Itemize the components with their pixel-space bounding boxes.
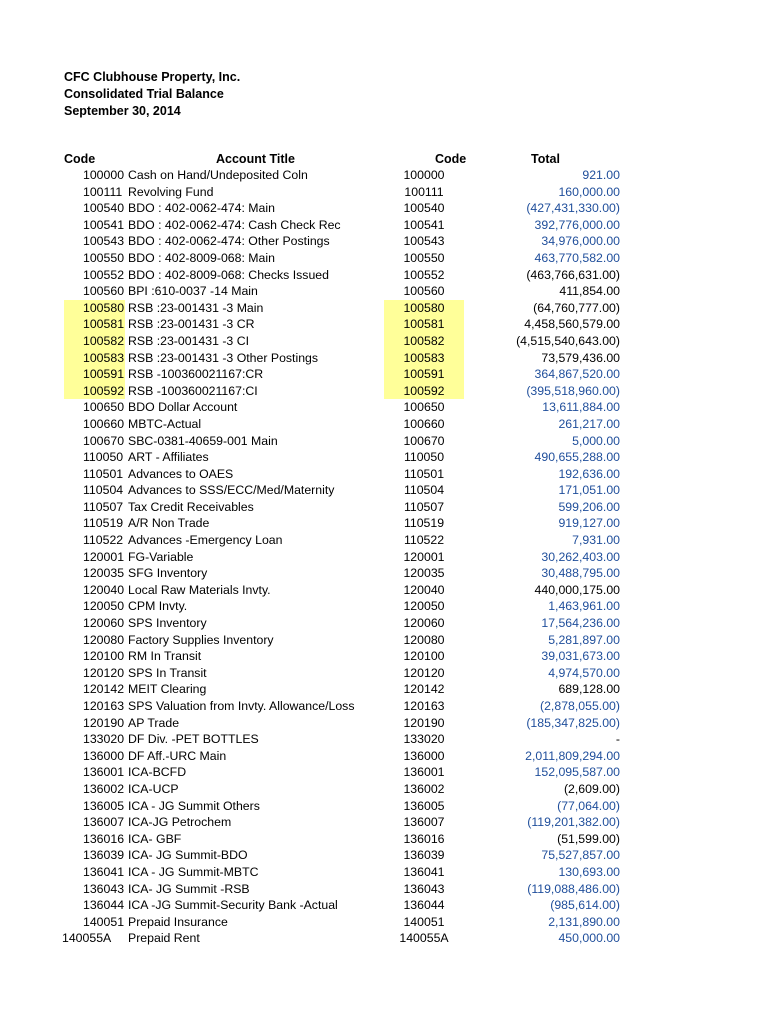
- account-total: 450,000.00: [558, 931, 620, 946]
- account-code-2: 100591: [403, 367, 445, 382]
- account-code-2: 120163: [403, 699, 445, 713]
- account-title: SFG Inventory: [128, 566, 208, 581]
- table-row: [0, 466, 768, 483]
- account-total: 5,000.00: [572, 433, 620, 448]
- account-title: RSB :23-001431 -3 Main: [128, 300, 264, 315]
- account-title: RSB :23-001431 -3 Other Postings: [128, 350, 319, 365]
- column-header-account-title: Account Title: [216, 152, 295, 166]
- account-code: 136002: [83, 781, 125, 796]
- account-code: 136043: [83, 881, 125, 896]
- account-title: ICA- JG Summit-BDO: [128, 848, 248, 863]
- account-code-2: 110050: [403, 450, 445, 465]
- account-code-2: 120142: [403, 682, 445, 697]
- account-total: 73,579,436.00: [541, 350, 620, 365]
- account-total: (185,347,825.00): [526, 715, 620, 730]
- table-row: [0, 300, 768, 317]
- table-row: [0, 831, 768, 848]
- account-total: 2,011,809,294.00: [525, 748, 620, 763]
- table-row: [0, 532, 768, 549]
- account-code-2: 136041: [403, 864, 445, 879]
- account-code-2: 100592: [403, 383, 445, 398]
- account-code-2: 136043: [403, 881, 445, 896]
- account-code-2: 136002: [403, 781, 445, 796]
- account-title: BDO Dollar Account: [128, 400, 238, 415]
- account-title: SPS In Transit: [128, 665, 207, 680]
- column-header-total: Total: [531, 152, 560, 166]
- account-title: A/R Non Trade: [128, 516, 210, 531]
- account-title: ICA -JG Summit-Security Bank -Actual: [128, 898, 338, 913]
- table-row: [0, 715, 768, 732]
- account-title: AP Trade: [128, 715, 180, 730]
- account-total: 4,458,560,579.00: [524, 317, 620, 332]
- account-code: 100592: [83, 383, 125, 398]
- account-total: (2,878,055.00): [540, 699, 620, 713]
- account-total: 4,974,570.00: [548, 665, 620, 680]
- account-code: 120050: [83, 599, 125, 614]
- account-code-2: 120035: [403, 566, 445, 581]
- trial-balance-table: [0, 167, 768, 947]
- account-title: DF Aff.-URC Main: [128, 748, 227, 763]
- account-code: 136039: [83, 848, 125, 863]
- table-row: [0, 748, 768, 765]
- account-total: 30,488,795.00: [541, 566, 620, 581]
- account-code: 100111: [83, 184, 123, 199]
- table-row: [0, 847, 768, 864]
- account-title: ICA- JG Summit -RSB: [128, 881, 250, 896]
- table-row: [0, 598, 768, 615]
- table-row: [0, 383, 768, 400]
- table-row: [0, 814, 768, 831]
- account-code: 110050: [83, 450, 124, 465]
- account-title: Cash on Hand/Undeposited Coln: [128, 168, 308, 182]
- column-header-code: Code: [64, 152, 96, 166]
- table-row: [0, 615, 768, 632]
- account-total: (427,431,330.00): [526, 201, 620, 216]
- account-total: 17,564,236.00: [541, 616, 620, 631]
- account-title: RSB -100360021167:CI: [128, 383, 258, 398]
- account-code-2: 100660: [403, 416, 445, 431]
- account-code: 136041: [83, 864, 125, 879]
- table-row: [0, 914, 768, 931]
- account-total: 30,262,403.00: [541, 549, 620, 564]
- table-row: [0, 283, 768, 300]
- account-code: 100560: [83, 284, 125, 299]
- account-code: 136007: [83, 815, 125, 830]
- account-code: 136001: [83, 765, 125, 780]
- table-row: [0, 267, 768, 284]
- account-title: ART - Affiliates: [128, 450, 209, 465]
- account-total: 39,031,673.00: [541, 649, 620, 664]
- account-total: 463,770,582.00: [534, 250, 620, 265]
- account-code: 110504: [83, 483, 124, 498]
- account-code-2: 136039: [403, 848, 445, 863]
- account-title: FG-Variable: [128, 549, 194, 564]
- account-title: SPS Inventory: [128, 616, 207, 631]
- account-title: DF Div. -PET BOTTLES: [128, 732, 259, 747]
- table-row: [0, 632, 768, 649]
- account-total: 5,281,897.00: [548, 632, 620, 647]
- account-total: 921.00: [582, 168, 620, 182]
- account-title: Revolving Fund: [128, 184, 214, 199]
- account-title: Advances to OAES: [128, 466, 234, 481]
- account-code: 100591: [83, 367, 125, 382]
- account-title: ICA - JG Summit-MBTC: [128, 864, 259, 879]
- table-row: [0, 665, 768, 682]
- account-total: (395,518,960.00): [526, 383, 620, 398]
- table-row: [0, 217, 768, 234]
- table-row: [0, 549, 768, 566]
- account-code-2: 136001: [403, 765, 445, 780]
- account-total: 75,527,857.00: [541, 848, 620, 863]
- table-row: [0, 233, 768, 250]
- account-total: 2,131,890.00: [548, 914, 620, 929]
- table-row: [0, 399, 768, 416]
- table-row: [0, 698, 768, 715]
- account-title: RSB :23-001431 -3 CR: [128, 317, 255, 332]
- account-code-2: 120190: [403, 715, 445, 730]
- table-row: [0, 648, 768, 665]
- account-total: 1,463,961.00: [548, 599, 620, 614]
- account-code: 100580: [83, 300, 125, 315]
- account-code-2: 110501: [403, 466, 445, 481]
- account-code-2: 100582: [403, 333, 445, 348]
- table-row: [0, 482, 768, 499]
- account-code: 100552: [83, 267, 125, 282]
- account-code: 136000: [83, 748, 125, 763]
- account-code: 120040: [83, 582, 125, 597]
- account-total: 689,128.00: [558, 682, 620, 697]
- account-code: 100670: [83, 433, 125, 448]
- table-row: [0, 184, 768, 201]
- table-row: [0, 350, 768, 367]
- account-code: 100582: [83, 333, 125, 348]
- account-code-2: 100560: [403, 284, 445, 299]
- account-code-2: 100650: [403, 400, 445, 415]
- account-total: 411,854.00: [559, 284, 620, 299]
- account-title: CPM Invty.: [128, 599, 188, 614]
- account-code: 120035: [83, 566, 125, 581]
- account-total: -: [615, 732, 620, 747]
- company-name: CFC Clubhouse Property, Inc.: [64, 70, 241, 84]
- account-total: 392,776,000.00: [534, 217, 620, 232]
- account-title: RSB -100360021167:CR: [128, 367, 264, 382]
- report-title: Consolidated Trial Balance: [64, 87, 224, 101]
- account-total: (77,064.00): [557, 798, 620, 813]
- table-row: [0, 881, 768, 898]
- account-code: 120120: [83, 665, 125, 680]
- account-title: Prepaid Insurance: [128, 914, 228, 929]
- account-total: 192,636.00: [558, 466, 620, 481]
- account-title: BDO : 402-0062-474: Main: [128, 201, 275, 216]
- account-title: ICA - JG Summit Others: [128, 798, 260, 813]
- table-row: [0, 565, 768, 582]
- account-total: (985,614.00): [550, 898, 620, 913]
- account-title: MBTC-Actual: [128, 416, 202, 431]
- account-code: 120001: [83, 549, 125, 564]
- account-title: BDO : 402-8009-068: Main: [128, 250, 275, 265]
- account-code: 136016: [83, 831, 125, 846]
- account-title: Factory Supplies Inventory: [128, 632, 274, 647]
- account-title: SBC-0381-40659-001 Main: [128, 433, 278, 448]
- account-total: 130,693.00: [558, 864, 620, 879]
- account-code: 100543: [83, 234, 125, 249]
- account-title: RSB :23-001431 -3 CI: [128, 333, 249, 348]
- table-row: [0, 499, 768, 516]
- table-row: [0, 366, 768, 383]
- account-code-2: 140051: [403, 914, 445, 929]
- account-code: 100540: [83, 201, 125, 216]
- table-row: [0, 582, 768, 599]
- account-code: 120060: [83, 616, 125, 631]
- account-title: Local Raw Materials Invty.: [128, 582, 271, 597]
- account-code-2: 100670: [403, 433, 445, 448]
- table-row: [0, 316, 768, 333]
- account-code: 100660: [83, 416, 125, 431]
- account-code: 100583: [83, 350, 125, 365]
- account-code: 100581: [83, 317, 125, 332]
- account-code-2: 110522: [403, 533, 445, 548]
- account-code-2: 136007: [403, 815, 445, 830]
- account-title: BPI :610-0037 -14 Main: [128, 284, 258, 299]
- account-code: 140055A: [62, 931, 112, 946]
- account-code: 120142: [83, 682, 125, 697]
- account-code: 110501: [83, 466, 124, 481]
- account-code-2: 136016: [403, 831, 445, 846]
- account-total: 599,206.00: [558, 499, 620, 514]
- table-row: [0, 781, 768, 798]
- account-code-2: 136005: [403, 798, 445, 813]
- account-code: 120163: [83, 699, 125, 713]
- account-code: 100650: [83, 400, 125, 415]
- table-row: [0, 731, 768, 748]
- account-code: 136005: [83, 798, 125, 813]
- account-title: ICA-UCP: [128, 781, 179, 796]
- account-total: 440,000,175.00: [534, 582, 620, 597]
- account-code: 100550: [83, 250, 125, 265]
- account-code-2: 100583: [403, 350, 445, 365]
- table-row: [0, 416, 768, 433]
- account-code: 120100: [83, 649, 125, 664]
- account-code-2: 140055A: [399, 931, 449, 946]
- table-row: [0, 681, 768, 698]
- table-row: [0, 864, 768, 881]
- account-total: (2,609.00): [563, 781, 620, 796]
- table-row: [0, 433, 768, 450]
- account-code-2: 100552: [403, 267, 445, 282]
- account-code-2: 120120: [403, 665, 445, 680]
- account-code-2: 100581: [403, 317, 445, 332]
- report-header: [64, 69, 240, 120]
- table-row: [0, 449, 768, 466]
- account-code: 110507: [83, 499, 124, 514]
- account-total: 364,867,520.00: [534, 367, 620, 382]
- account-code: 136044: [83, 898, 125, 913]
- account-title: RM In Transit: [128, 649, 202, 664]
- account-title: Advances -Emergency Loan: [128, 533, 283, 548]
- account-code-2: 120100: [403, 649, 445, 664]
- account-code-2: 100000: [403, 168, 445, 182]
- account-title: Advances to SSS/ECC/Med/Maternity: [128, 483, 335, 498]
- account-code-2: 100111: [404, 184, 444, 199]
- account-total: 261,217.00: [558, 416, 620, 431]
- report-date: September 30, 2014: [64, 104, 181, 118]
- account-code-2: 110504: [403, 483, 445, 498]
- account-code: 110522: [83, 533, 124, 548]
- account-code-2: 120001: [403, 549, 445, 564]
- table-row: [0, 515, 768, 532]
- account-code: 100541: [83, 217, 125, 232]
- account-title: ICA-BCFD: [128, 765, 187, 780]
- account-total: 13,611,884.00: [542, 400, 620, 415]
- account-code: 133020: [83, 732, 125, 747]
- account-total: (51,599.00): [557, 831, 620, 846]
- account-code-2: 100540: [403, 201, 445, 216]
- column-header-code-2: Code: [435, 152, 467, 166]
- account-title: Prepaid Rent: [128, 931, 200, 946]
- account-code: 100000: [83, 168, 125, 182]
- account-total: (119,201,382.00): [527, 815, 620, 830]
- account-total: 490,655,288.00: [534, 450, 620, 465]
- account-code-2: 120060: [403, 616, 445, 631]
- table-row: [0, 930, 768, 947]
- account-total: 34,976,000.00: [541, 234, 620, 249]
- account-code-2: 110519: [403, 516, 445, 531]
- account-total: (119,088,486.00): [527, 881, 620, 896]
- account-title: ICA- GBF: [128, 831, 182, 846]
- account-total: 171,051.00: [558, 483, 620, 498]
- account-total: (463,766,631.00): [526, 267, 620, 282]
- table-row: [0, 798, 768, 815]
- account-code-2: 120040: [403, 582, 445, 597]
- account-title: SPS Valuation from Invty. Allowance/Loss: [128, 699, 355, 713]
- account-code-2: 110507: [403, 499, 445, 514]
- account-code-2: 136000: [403, 748, 445, 763]
- account-code: 120080: [83, 632, 125, 647]
- account-code-2: 133020: [403, 732, 445, 747]
- table-row: [0, 250, 768, 267]
- account-total: 919,127.00: [558, 516, 620, 531]
- account-title: ICA-JG Petrochem: [128, 815, 232, 830]
- account-total: 7,931.00: [572, 533, 620, 548]
- table-row: [0, 200, 768, 217]
- account-total: 160,000.00: [558, 184, 620, 199]
- account-total: (64,760,777.00): [533, 300, 620, 315]
- account-total: 152,095,587.00: [534, 765, 620, 780]
- table-row: [0, 764, 768, 781]
- account-title: BDO : 402-8009-068: Checks Issued: [128, 267, 329, 282]
- account-code-2: 120080: [403, 632, 445, 647]
- account-code: 120190: [83, 715, 125, 730]
- account-code: 110519: [83, 516, 124, 531]
- table-row: [0, 167, 768, 184]
- account-code-2: 136044: [403, 898, 445, 913]
- account-total: (4,515,540,643.00): [516, 333, 620, 348]
- account-code-2: 100541: [403, 217, 445, 232]
- account-code: 140051: [83, 914, 125, 929]
- account-code-2: 100550: [403, 250, 445, 265]
- account-code-2: 120050: [403, 599, 445, 614]
- account-code-2: 100543: [403, 234, 445, 249]
- account-title: BDO : 402-0062-474: Cash Check Rec: [128, 217, 341, 232]
- account-title: BDO : 402-0062-474: Other Postings: [128, 234, 330, 249]
- account-title: MEIT Clearing: [128, 682, 207, 697]
- table-row: [0, 897, 768, 914]
- account-title: Tax Credit Receivables: [128, 499, 254, 514]
- table-row: [0, 333, 768, 350]
- account-code-2: 100580: [403, 300, 445, 315]
